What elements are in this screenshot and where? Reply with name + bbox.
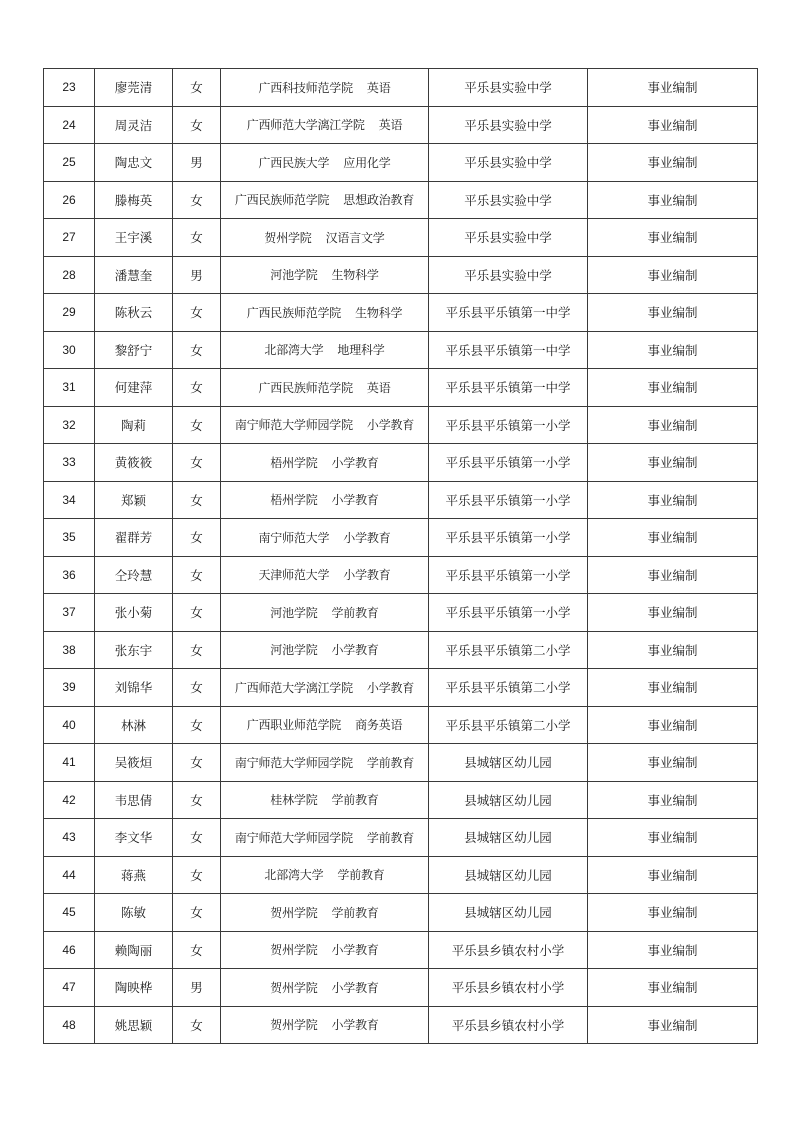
table-row [44,894,758,932]
row-number: 31 [44,369,95,407]
major: 学前教育 [331,605,379,620]
school-name: 广西民族师范学院 [246,305,342,320]
school-name: 南宁师范大学 [258,530,330,545]
gender: 女 [173,106,221,144]
major: 小学教育 [331,455,379,470]
gender: 女 [173,744,221,782]
staffing-type: 事业编制 [588,331,758,369]
assigned-unit: 平乐县实验中学 [429,144,588,182]
roster-table [43,68,758,1044]
row-number: 40 [44,706,95,744]
school-name: 河池学院 [270,643,318,658]
major: 生物科学 [355,305,403,320]
person-name: 吴筱烜 [95,744,173,782]
gender: 女 [173,631,221,669]
staffing-type: 事业编制 [588,106,758,144]
school-name: 贺州学院 [270,1018,318,1033]
staffing-type: 事业编制 [588,819,758,857]
table-row [44,256,758,294]
assigned-unit: 平乐县平乐镇第二小学 [429,706,588,744]
staffing-type: 事业编制 [588,631,758,669]
major: 地理科学 [337,343,385,358]
table-row [44,781,758,819]
school-and-major [221,631,429,669]
person-name: 林淋 [95,706,173,744]
school-and-major [221,256,429,294]
school-and-major [221,106,429,144]
gender: 男 [173,256,221,294]
gender: 女 [173,706,221,744]
gender: 女 [173,1006,221,1044]
table-row [44,631,758,669]
school-name: 贺州学院 [270,980,318,995]
person-name: 周灵洁 [95,106,173,144]
school-and-major [221,706,429,744]
major: 英语 [366,80,391,95]
gender: 男 [173,969,221,1007]
school-and-major [221,969,429,1007]
major: 英语 [378,118,403,133]
table-row [44,856,758,894]
staffing-type: 事业编制 [588,894,758,932]
row-number: 34 [44,481,95,519]
assigned-unit: 平乐县实验中学 [429,69,588,107]
table-row [44,331,758,369]
staffing-type: 事业编制 [588,369,758,407]
table-row [44,931,758,969]
assigned-unit: 平乐县平乐镇第二小学 [429,669,588,707]
row-number: 28 [44,256,95,294]
person-name: 陈敏 [95,894,173,932]
gender: 女 [173,931,221,969]
school-name: 广西民族师范学院 [258,380,353,395]
assigned-unit: 平乐县实验中学 [429,106,588,144]
assigned-unit: 县城辖区幼儿园 [429,781,588,819]
gender: 女 [173,894,221,932]
row-number: 26 [44,181,95,219]
school-name: 梧州学院 [270,455,318,470]
person-name: 黄筱筱 [95,444,173,482]
major: 小学教育 [331,1018,379,1033]
assigned-unit: 平乐县乡镇农村小学 [429,969,588,1007]
school-and-major [221,594,429,632]
school-and-major [221,669,429,707]
school-and-major [221,931,429,969]
school-and-major [221,144,429,182]
school-name: 广西民族师范学院 [234,193,330,208]
row-number: 41 [44,744,95,782]
table-row [44,481,758,519]
row-number: 23 [44,69,95,107]
person-name: 何建萍 [95,369,173,407]
assigned-unit: 县城辖区幼儿园 [429,894,588,932]
school-name: 北部湾大学 [264,868,324,883]
table-row [44,181,758,219]
row-number: 43 [44,819,95,857]
row-number: 45 [44,894,95,932]
gender: 女 [173,69,221,107]
staffing-type: 事业编制 [588,669,758,707]
row-number: 36 [44,556,95,594]
school-and-major [221,819,429,857]
school-and-major [221,406,429,444]
row-number: 29 [44,294,95,332]
table-row [44,369,758,407]
school-name: 南宁师范大学师园学院 [234,755,353,770]
person-name: 仝玲慧 [95,556,173,594]
assigned-unit: 平乐县平乐镇第一小学 [429,519,588,557]
assigned-unit: 县城辖区幼儿园 [429,856,588,894]
school-and-major [221,744,429,782]
school-name: 南宁师范大学师园学院 [234,418,353,433]
school-name: 桂林学院 [270,793,318,808]
school-name: 梧州学院 [270,493,318,508]
row-number: 46 [44,931,95,969]
gender: 女 [173,781,221,819]
row-number: 32 [44,406,95,444]
major: 思想政治教育 [343,193,415,208]
gender: 女 [173,556,221,594]
person-name: 陶莉 [95,406,173,444]
school-name: 河池学院 [270,605,318,620]
table-row [44,669,758,707]
staffing-type: 事业编制 [588,69,758,107]
assigned-unit: 平乐县平乐镇第一小学 [429,594,588,632]
staffing-type: 事业编制 [588,294,758,332]
staffing-type: 事业编制 [588,256,758,294]
assigned-unit: 平乐县平乐镇第一小学 [429,406,588,444]
assigned-unit: 平乐县实验中学 [429,256,588,294]
assigned-unit: 平乐县实验中学 [429,219,588,257]
gender: 男 [173,144,221,182]
row-number: 27 [44,219,95,257]
person-name: 张小菊 [95,594,173,632]
school-and-major [221,894,429,932]
major: 学前教育 [366,830,415,845]
person-name: 王宇溪 [95,219,173,257]
major: 学前教育 [337,868,385,883]
person-name: 陶映桦 [95,969,173,1007]
school-and-major [221,369,429,407]
gender: 女 [173,219,221,257]
assigned-unit: 平乐县平乐镇第一小学 [429,481,588,519]
assigned-unit: 平乐县平乐镇第一中学 [429,331,588,369]
table-row [44,406,758,444]
school-and-major [221,556,429,594]
table-row [44,1006,758,1044]
major: 小学教育 [366,418,415,433]
gender: 女 [173,369,221,407]
gender: 女 [173,181,221,219]
staffing-type: 事业编制 [588,594,758,632]
table-row [44,519,758,557]
staffing-type: 事业编制 [588,856,758,894]
assigned-unit: 平乐县平乐镇第一中学 [429,294,588,332]
table-row [44,556,758,594]
staffing-type: 事业编制 [588,519,758,557]
school-and-major [221,294,429,332]
gender: 女 [173,406,221,444]
major: 学前教育 [366,755,415,770]
person-name: 廖莞清 [95,69,173,107]
person-name: 刘锦华 [95,669,173,707]
assigned-unit: 平乐县实验中学 [429,181,588,219]
row-number: 39 [44,669,95,707]
gender: 女 [173,481,221,519]
school-name: 河池学院 [270,268,318,283]
major: 小学教育 [343,568,391,583]
row-number: 25 [44,144,95,182]
school-and-major [221,444,429,482]
school-name: 广西师范大学漓江学院 [234,680,353,695]
person-name: 李文华 [95,819,173,857]
staffing-type: 事业编制 [588,744,758,782]
assigned-unit: 平乐县乡镇农村小学 [429,931,588,969]
major: 商务英语 [355,718,403,733]
row-number: 37 [44,594,95,632]
table-row [44,744,758,782]
major: 英语 [366,380,391,395]
staffing-type: 事业编制 [588,931,758,969]
assigned-unit: 平乐县平乐镇第二小学 [429,631,588,669]
school-and-major [221,181,429,219]
school-name: 北部湾大学 [264,343,324,358]
gender: 女 [173,594,221,632]
assigned-unit: 县城辖区幼儿园 [429,744,588,782]
gender: 女 [173,819,221,857]
major: 应用化学 [343,155,391,170]
person-name: 姚思颖 [95,1006,173,1044]
major: 小学教育 [331,980,379,995]
school-and-major [221,481,429,519]
person-name: 黎舒宁 [95,331,173,369]
school-and-major [221,69,429,107]
school-and-major [221,519,429,557]
person-name: 韦思倩 [95,781,173,819]
row-number: 35 [44,519,95,557]
gender: 女 [173,856,221,894]
school-name: 广西师范大学漓江学院 [246,118,365,133]
staffing-type: 事业编制 [588,406,758,444]
roster-body [44,69,758,1044]
person-name: 张东宇 [95,631,173,669]
row-number: 38 [44,631,95,669]
row-number: 24 [44,106,95,144]
row-number: 47 [44,969,95,1007]
gender: 女 [173,669,221,707]
table-row [44,594,758,632]
school-name: 广西民族大学 [258,155,330,170]
staffing-type: 事业编制 [588,444,758,482]
school-name: 贺州学院 [264,230,312,245]
major: 生物科学 [331,268,379,283]
assigned-unit: 平乐县平乐镇第一小学 [429,556,588,594]
major: 小学教育 [331,643,379,658]
major: 小学教育 [343,530,391,545]
school-and-major [221,856,429,894]
staffing-type: 事业编制 [588,144,758,182]
school-and-major [221,781,429,819]
staffing-type: 事业编制 [588,556,758,594]
table-row [44,706,758,744]
staffing-type: 事业编制 [588,1006,758,1044]
person-name: 郑颖 [95,481,173,519]
gender: 女 [173,294,221,332]
person-name: 赖陶丽 [95,931,173,969]
major: 学前教育 [331,905,379,920]
person-name: 陈秋云 [95,294,173,332]
staffing-type: 事业编制 [588,706,758,744]
major: 小学教育 [366,680,415,695]
person-name: 潘慧奎 [95,256,173,294]
school-name: 广西科技师范学院 [258,80,353,95]
major: 小学教育 [331,493,379,508]
table-row [44,969,758,1007]
table-row [44,819,758,857]
school-name: 天津师范大学 [258,568,330,583]
table-row [44,444,758,482]
staffing-type: 事业编制 [588,969,758,1007]
major: 汉语言文学 [325,230,385,245]
person-name: 陶忠文 [95,144,173,182]
assigned-unit: 平乐县平乐镇第一小学 [429,444,588,482]
school-name: 贺州学院 [270,905,318,920]
table-row [44,144,758,182]
person-name: 滕梅英 [95,181,173,219]
staffing-type: 事业编制 [588,781,758,819]
school-and-major [221,331,429,369]
row-number: 30 [44,331,95,369]
row-number: 44 [44,856,95,894]
gender: 女 [173,331,221,369]
assigned-unit: 平乐县乡镇农村小学 [429,1006,588,1044]
staffing-type: 事业编制 [588,181,758,219]
table-row [44,69,758,107]
row-number: 42 [44,781,95,819]
row-number: 33 [44,444,95,482]
table-row [44,106,758,144]
staffing-type: 事业编制 [588,481,758,519]
school-and-major [221,1006,429,1044]
staffing-type: 事业编制 [588,219,758,257]
school-and-major [221,219,429,257]
row-number: 48 [44,1006,95,1044]
school-name: 广西职业师范学院 [246,718,342,733]
person-name: 翟群芳 [95,519,173,557]
person-name: 蒋燕 [95,856,173,894]
table-row [44,294,758,332]
assigned-unit: 县城辖区幼儿园 [429,819,588,857]
major: 学前教育 [331,793,379,808]
school-name: 南宁师范大学师园学院 [234,830,353,845]
major: 小学教育 [331,943,379,958]
table-row [44,219,758,257]
gender: 女 [173,519,221,557]
school-name: 贺州学院 [270,943,318,958]
assigned-unit: 平乐县平乐镇第一中学 [429,369,588,407]
gender: 女 [173,444,221,482]
